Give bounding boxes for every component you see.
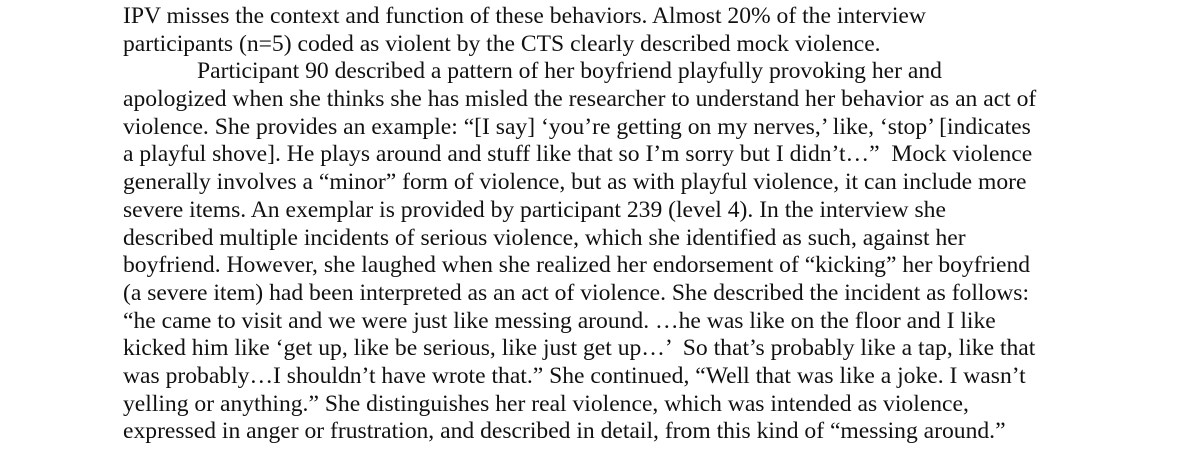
text-line: violence. She provides an example: “[I say] ‘you’re getting on my nerves,’ like, ‘stop’ [indicates — [123, 113, 1031, 140]
paragraph-first-line: Participant 90 described a pattern of her boyfriend playfully provoking her and — [197, 58, 942, 85]
text-line: yelling or anything.” She distinguishes her real violence, which was intended as violence, — [123, 390, 969, 417]
text-line: described multiple incidents of serious violence, which she identified as such, against her — [123, 224, 966, 251]
text-line: generally involves a “minor” form of violence, but as with playful violence, it can include more — [123, 169, 1027, 196]
text-line: participants (n=5) coded as violent by the CTS clearly described mock violence. — [123, 30, 881, 57]
text-line: “he came to visit and we were just like messing around. …he was like on the floor and I like — [123, 307, 996, 334]
text-line: a playful shove]. He plays around and stuff like that so I’m sorry but I didn’t…” Mock violence — [123, 141, 1033, 168]
text-line: (a severe item) had been interpreted as an act of violence. She described the incident as follows: — [123, 279, 1030, 306]
text-line: expressed in anger or frustration, and described in detail, from this kind of “messing around.” — [123, 418, 1006, 445]
text-line: IPV misses the context and function of these behaviors. Almost 20% of the interview — [123, 3, 926, 29]
text-line: boyfriend. However, she laughed when she realized her endorsement of “kicking” her boyfriend — [123, 252, 1031, 279]
text-line: was probably…I shouldn’t have wrote that.” She continued, “Well that was like a joke. I wasn’t — [123, 362, 1026, 389]
text-line: severe items. An exemplar is provided by participant 239 (level 4). In the interview she — [123, 196, 946, 223]
document-text — [123, 3, 1123, 446]
text-line: apologized when she thinks she has misled the researcher to understand her behavior as an act of — [123, 86, 1037, 113]
text-line: kicked him like ‘get up, like be serious, like just get up…’ So that’s probably like a tap, like that — [123, 335, 1036, 362]
